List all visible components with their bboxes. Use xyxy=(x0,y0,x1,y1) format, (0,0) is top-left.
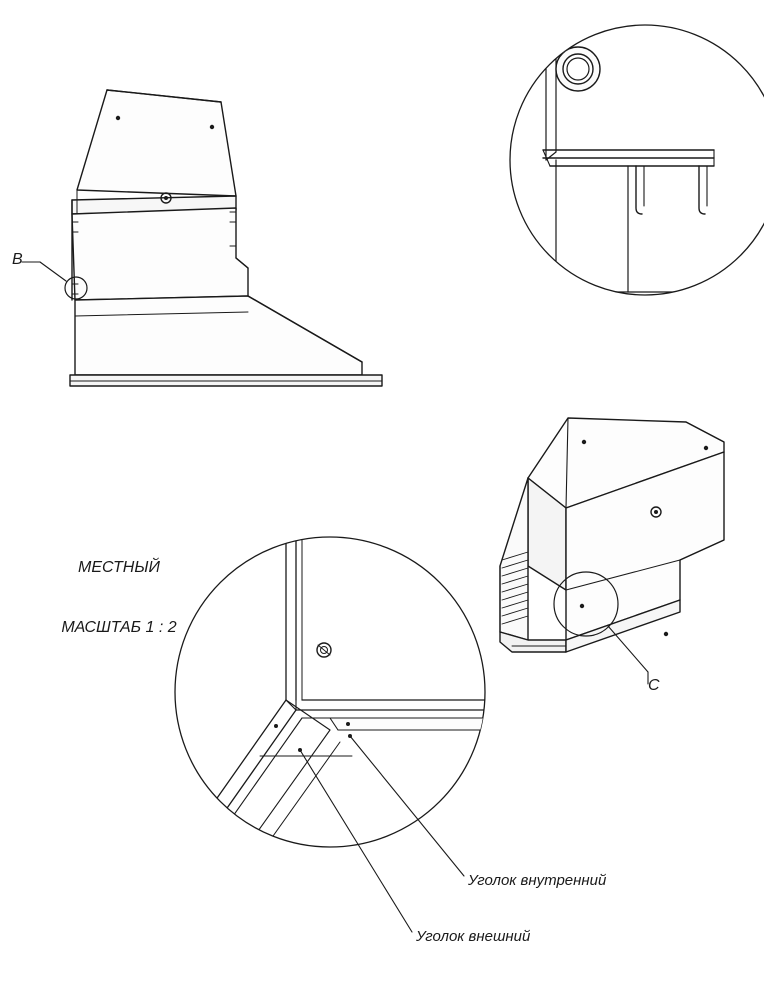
detail-b-label: B xyxy=(12,251,23,268)
detail-c-magnified-view xyxy=(175,530,492,932)
scale-note-line-1: МЕСТНЫЙ xyxy=(78,559,160,576)
detail-b-circular-view xyxy=(510,0,764,295)
detail-c-label: C xyxy=(648,677,660,694)
isometric-view xyxy=(500,418,724,684)
callout-inner-angle: Уголок внутренний xyxy=(468,872,607,889)
scale-note-line-2: МАСШТАБ 1 : 2 xyxy=(61,619,177,636)
scale-note xyxy=(44,518,194,678)
callout-outer-angle: Уголок внешний xyxy=(416,928,531,945)
side-elevation-view xyxy=(22,90,382,386)
